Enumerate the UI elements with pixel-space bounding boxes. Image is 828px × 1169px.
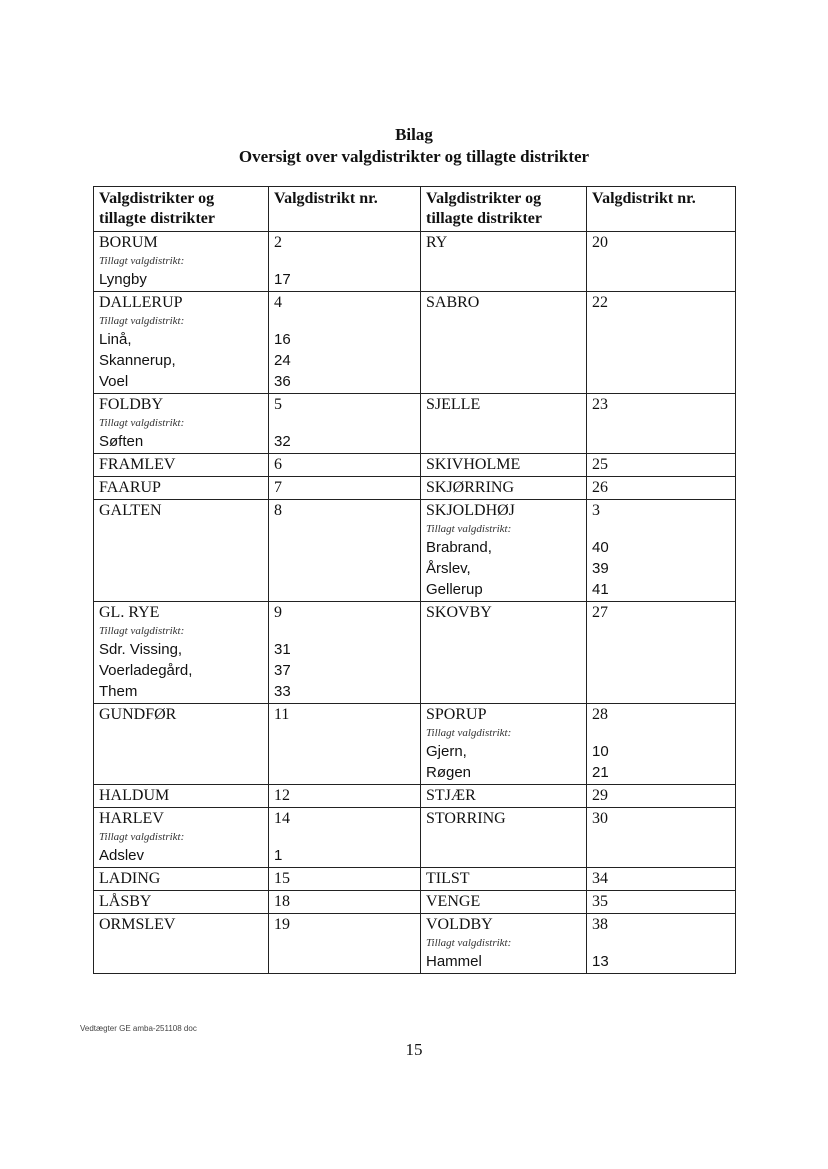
attached-district-number: 41 [592,581,609,598]
district-name: SABRO [426,294,480,311]
attached-district-number: 32 [274,433,291,450]
district-number-cell [587,500,736,602]
table-row [94,785,736,808]
district-number-cell [269,292,421,394]
attached-district-number: 16 [274,331,291,348]
attached-district-name: Linå, [99,331,132,348]
district-number-cell [269,868,421,891]
spacer [274,253,415,269]
table-row [94,477,736,500]
district-name: ORMSLEV [99,916,176,933]
district-number: 19 [274,916,290,933]
table-row [94,868,736,891]
table-body [94,232,736,974]
district-cell [94,477,269,500]
column-header: Valgdistrikt nr. [587,187,736,232]
district-cell [94,891,269,914]
table-row [94,808,736,868]
district-name: BORUM [99,234,158,251]
attached-district-number: 36 [274,373,291,390]
column-header: Valgdistrikt nr. [269,187,421,232]
attached-district-name: Lyngby [99,271,147,288]
district-number-cell [587,477,736,500]
attached-district-name: Sdr. Vissing, [99,641,183,658]
district-cell [94,500,269,602]
district-cell [421,454,587,477]
spacer [274,415,415,431]
district-cell [94,454,269,477]
table-row [94,232,736,292]
district-number: 35 [592,893,608,910]
document-subtitle: Oversigt over valgdistrikter og tillagte distrikter [238,147,590,166]
attached-district-label: Tillagt valgdistrikt: [426,937,512,949]
attached-district-number: 10 [592,743,609,760]
district-number-cell [587,292,736,394]
district-number: 12 [274,787,290,804]
district-cell [421,292,587,394]
district-cell [421,704,587,785]
district-number-cell [587,602,736,704]
district-cell [421,868,587,891]
table-row [94,394,736,454]
district-number: 38 [592,916,608,933]
district-cell [94,292,269,394]
district-cell [94,602,269,704]
district-number: 34 [592,870,608,887]
attached-district-label: Tillagt valgdistrikt: [426,523,512,535]
district-cell [94,785,269,808]
district-name: SKJOLDHØJ [426,502,515,519]
attached-district-name: Hammel [426,953,482,970]
attached-district-name: Adslev [99,847,145,864]
table-row [94,891,736,914]
attached-district-label: Tillagt valgdistrikt: [99,255,185,267]
district-name: HALDUM [99,787,170,804]
district-number: 9 [274,604,282,621]
attached-district-name: Gellerup [426,581,483,598]
spacer [592,935,730,951]
district-number-cell [269,500,421,602]
district-number: 20 [592,234,608,251]
district-number-cell [587,914,736,974]
district-cell [421,232,587,292]
district-name: VENGE [426,893,481,910]
district-number: 22 [592,294,608,311]
district-name: FAARUP [99,479,161,496]
attached-district-name: Røgen [426,764,472,781]
district-number: 3 [592,502,600,519]
table-row [94,914,736,974]
attached-district-name: Søften [99,433,144,450]
district-cell [421,808,587,868]
attached-district-name: Gjern, [426,743,467,760]
attached-district-name: Skannerup, [99,352,176,369]
spacer [274,313,415,329]
district-name: SKJØRRING [426,479,515,496]
table-row [94,602,736,704]
district-cell [94,808,269,868]
district-name: VOLDBY [426,916,493,933]
table-row [94,500,736,602]
district-number-cell [269,808,421,868]
spacer [592,521,730,537]
district-name: SPORUP [426,706,487,723]
spacer [274,829,415,845]
district-number-cell [587,785,736,808]
attached-district-name: Årslev, [426,560,471,577]
spacer [592,725,730,741]
district-name: SKIVHOLME [426,456,521,473]
district-number-cell [587,454,736,477]
district-number: 26 [592,479,608,496]
district-number-cell [587,868,736,891]
district-name: STJÆR [426,787,476,804]
attached-district-number: 24 [274,352,291,369]
district-name: LÅSBY [99,893,152,910]
district-number-cell [587,232,736,292]
attached-district-number: 37 [274,662,291,679]
district-number: 30 [592,810,608,827]
district-number: 29 [592,787,608,804]
document-title: Bilag [395,125,433,144]
district-number-cell [269,602,421,704]
district-number: 8 [274,502,282,519]
attached-district-name: Brabrand, [426,539,492,556]
attached-district-number: 33 [274,683,291,700]
table-row [94,704,736,785]
district-number-cell [269,785,421,808]
district-number-cell [587,808,736,868]
district-number: 28 [592,706,608,723]
attached-district-name: Voerladegård, [99,662,193,679]
attached-district-number: 40 [592,539,609,556]
district-number: 11 [274,706,290,723]
districts-table [93,186,736,974]
district-cell [421,500,587,602]
district-name: GL. RYE [99,604,160,621]
district-number-cell [269,914,421,974]
district-cell [421,394,587,454]
district-number-cell [269,704,421,785]
district-cell [94,868,269,891]
district-number: 14 [274,810,290,827]
district-number: 7 [274,479,282,496]
district-number: 18 [274,893,290,910]
district-cell [421,914,587,974]
district-name: SJELLE [426,396,481,413]
district-cell [94,394,269,454]
attached-district-number: 21 [592,764,609,781]
district-cell [94,232,269,292]
district-number: 2 [274,234,282,251]
table-row [94,292,736,394]
district-number: 23 [592,396,608,413]
district-cell [94,704,269,785]
district-name: GUNDFØR [99,706,177,723]
district-number: 6 [274,456,282,473]
district-number-cell [269,394,421,454]
district-name: SKOVBY [426,604,492,621]
district-name: LADING [99,870,161,887]
district-name: FOLDBY [99,396,164,413]
attached-district-name: Voel [99,373,129,390]
district-name: FRAMLEV [99,456,176,473]
district-name: DALLERUP [99,294,183,311]
district-name: GALTEN [99,502,162,519]
district-cell [421,785,587,808]
table-header-row [94,187,736,232]
district-number-cell [587,704,736,785]
district-number: 4 [274,294,282,311]
page-number: 15 [405,1040,423,1059]
attached-district-number: 31 [274,641,291,658]
attached-district-number: 17 [274,271,291,288]
attached-district-name: Them [99,683,138,700]
district-name: TILST [426,870,470,887]
district-name: HARLEV [99,810,164,827]
district-number-cell [269,454,421,477]
attached-district-label: Tillagt valgdistrikt: [99,315,185,327]
attached-district-label: Tillagt valgdistrikt: [99,625,185,637]
district-cell [421,891,587,914]
file-reference: Vedtægter GE amba-251108 doc [80,1024,197,1033]
district-name: RY [426,234,448,251]
district-number-cell [587,891,736,914]
district-number-cell [587,394,736,454]
attached-district-label: Tillagt valgdistrikt: [99,831,185,843]
district-number: 25 [592,456,608,473]
district-number: 15 [274,870,290,887]
district-number: 5 [274,396,282,413]
table-row [94,454,736,477]
district-number-cell [269,477,421,500]
attached-district-label: Tillagt valgdistrikt: [426,727,512,739]
district-number-cell [269,891,421,914]
spacer [274,623,415,639]
district-cell [421,602,587,704]
attached-district-number: 1 [274,847,283,864]
attached-district-number: 13 [592,953,609,970]
district-cell [421,477,587,500]
attached-district-number: 39 [592,560,609,577]
column-header: Valgdistrikter og tillagte distrikter [421,187,587,232]
district-cell [94,914,269,974]
district-number: 27 [592,604,608,621]
district-number-cell [269,232,421,292]
district-name: STORRING [426,810,506,827]
column-header: Valgdistrikter og tillagte distrikter [94,187,269,232]
attached-district-label: Tillagt valgdistrikt: [99,417,185,429]
